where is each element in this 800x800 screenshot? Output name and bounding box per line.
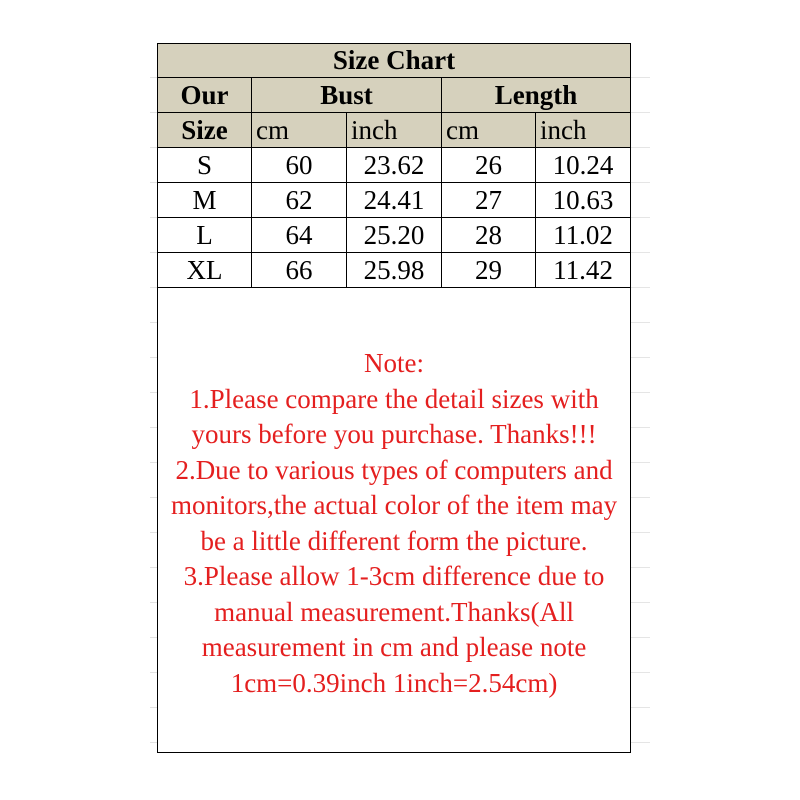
table-row: [158, 218, 631, 253]
bust-cm-cell: 62: [252, 183, 347, 218]
size-cell: M: [158, 183, 252, 218]
table-row: [158, 183, 631, 218]
note-line: 3.Please allow 1-3cm difference due to: [183, 561, 605, 591]
header-unit-length-cm: cm: [442, 113, 536, 148]
bust-cm-cell: 66: [252, 253, 347, 288]
length-cm-cell: 27: [442, 183, 536, 218]
size-chart-table: [157, 43, 631, 753]
size-cell: L: [158, 218, 252, 253]
length-inch-cell: 10.24: [536, 148, 631, 183]
group-header-row: [158, 78, 631, 113]
bust-cm-cell: 60: [252, 148, 347, 183]
note-line: measurement in cm and please note: [201, 632, 587, 662]
note-line: manual measurement.Thanks(All: [214, 596, 574, 627]
length-inch-cell: 11.42: [536, 253, 631, 288]
length-cm-cell: 28: [442, 218, 536, 253]
size-cell: S: [158, 148, 252, 183]
bust-inch-cell: 24.41: [347, 183, 442, 218]
title-row: [158, 44, 631, 78]
note-row: [158, 288, 631, 753]
note-cell: [158, 288, 631, 753]
bust-inch-cell: 25.20: [347, 218, 442, 253]
chart-title: Size Chart: [158, 44, 631, 78]
table-row: [158, 148, 631, 183]
header-unit-length-inch: inch: [536, 113, 631, 148]
header-size-line1: Our: [158, 78, 252, 113]
note-line: 2.Due to various types of computers and: [175, 454, 613, 485]
note-heading: Note:: [364, 348, 425, 378]
note-text: [158, 346, 630, 701]
bust-inch-cell: 25.98: [347, 253, 442, 288]
header-bust: Bust: [252, 78, 442, 113]
note-line: 1cm=0.39inch 1inch=2.54cm): [230, 667, 558, 698]
note-line: yours before you purchase. Thanks!!!: [191, 419, 597, 449]
note-line: be a little different form the picture.: [200, 525, 588, 556]
bust-cm-cell: 64: [252, 218, 347, 253]
note-line: 1.Please compare the detail sizes with: [189, 383, 599, 414]
note-line: monitors,the actual color of the item may: [170, 490, 618, 520]
size-cell: XL: [158, 253, 252, 288]
header-unit-bust-inch: inch: [347, 113, 442, 148]
table-row: [158, 253, 631, 288]
length-cm-cell: 29: [442, 253, 536, 288]
length-inch-cell: 11.02: [536, 218, 631, 253]
length-inch-cell: 10.63: [536, 183, 631, 218]
header-length: Length: [442, 78, 631, 113]
header-size-line2: Size: [158, 113, 252, 148]
length-cm-cell: 26: [442, 148, 536, 183]
spreadsheet-gridlines: [630, 43, 650, 755]
bust-inch-cell: 23.62: [347, 148, 442, 183]
header-unit-bust-cm: cm: [252, 113, 347, 148]
unit-header-row: [158, 113, 631, 148]
